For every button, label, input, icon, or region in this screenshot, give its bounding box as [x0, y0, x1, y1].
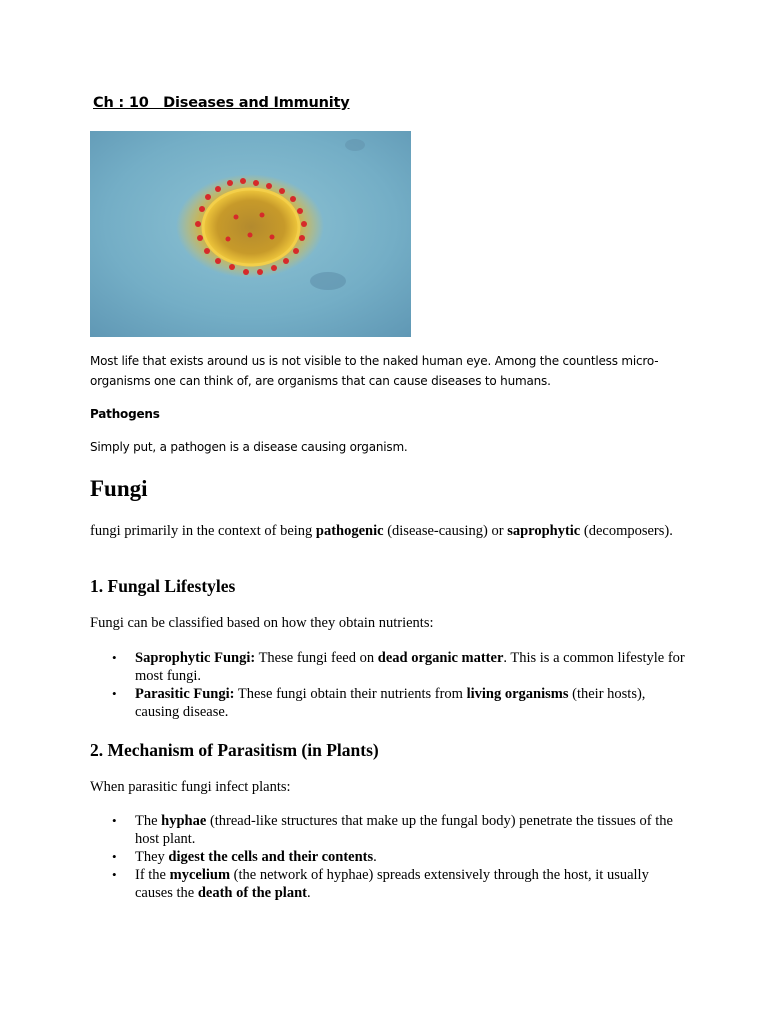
section2-list	[90, 812, 685, 902]
list-item-text: These fungi obtain their nutrients from	[234, 686, 467, 702]
list-item-bold: death of the plant	[197, 885, 307, 901]
list-item-text: The	[135, 813, 162, 829]
bullet-icon: •	[112, 650, 117, 665]
list-item	[90, 848, 685, 866]
list-item	[90, 649, 685, 685]
chapter-title: Ch : 10 Diseases and Immunity	[93, 95, 350, 111]
intro-paragraph: Most life that exists around us is not visible to the naked human eye. Among the countless micro-organisms one can think of, are organisms that can cause diseases to humans.	[90, 354, 659, 388]
list-item-label: Parasitic Fungi:	[135, 686, 235, 702]
list-item-bold: digest the cells and their contents	[168, 849, 374, 865]
fungi-intro-bold-1: pathogenic	[315, 523, 384, 539]
bullet-icon: •	[112, 849, 117, 864]
bullet-icon: •	[112, 867, 117, 882]
fungi-heading: Fungi	[90, 476, 148, 501]
list-item-text: .	[306, 885, 311, 901]
bullet-icon: •	[112, 813, 117, 828]
pathogens-definition: Simply put, a pathogen is a disease causing organism.	[90, 440, 408, 454]
section1-heading: 1. Fungal Lifestyles	[90, 576, 236, 596]
pathogens-heading: Pathogens	[90, 407, 160, 421]
list-item-text: They	[135, 849, 169, 865]
list-item	[90, 812, 685, 848]
list-item-text: . This is a common lifestyle for most fungi.	[135, 650, 685, 684]
list-item-label: Saprophytic Fungi:	[135, 650, 256, 666]
virus-micrograph-image	[90, 131, 411, 337]
list-item	[90, 866, 685, 902]
section1-list	[90, 649, 685, 721]
list-item	[90, 685, 685, 721]
fungi-intro-paragraph	[90, 522, 680, 540]
section1-lead: Fungi can be classified based on how they obtain nutrients:	[90, 615, 434, 631]
bullet-icon: •	[112, 686, 117, 701]
fungi-intro-bold-2: saprophytic	[507, 523, 581, 539]
list-item-bold: dead organic matter	[377, 650, 504, 666]
section2-heading: 2. Mechanism of Parasitism (in Plants)	[90, 740, 379, 760]
list-item-text: .	[373, 849, 377, 865]
list-item-bold: mycelium	[169, 867, 231, 883]
fungi-intro-text-1: fungi primarily in the context of being	[90, 523, 316, 539]
fungi-intro-text-2: (disease-causing) or	[383, 523, 508, 539]
fungi-intro-text-3: (decomposers).	[580, 523, 673, 539]
list-item-text: (thread-like structures that make up the fungal body) penetrate the tissues of the host plant.	[135, 813, 673, 847]
list-item-text: (the network of hyphae) spreads extensively through the host, it usually causes the	[135, 867, 649, 901]
list-item-bold: living organisms	[466, 686, 569, 702]
section2-lead: When parasitic fungi infect plants:	[90, 779, 291, 795]
list-item-text: These fungi feed on	[255, 650, 378, 666]
list-item-text: If the	[135, 867, 170, 883]
list-item-bold: hyphae	[161, 813, 207, 829]
list-item-text: (their hosts), causing disease.	[135, 686, 646, 720]
